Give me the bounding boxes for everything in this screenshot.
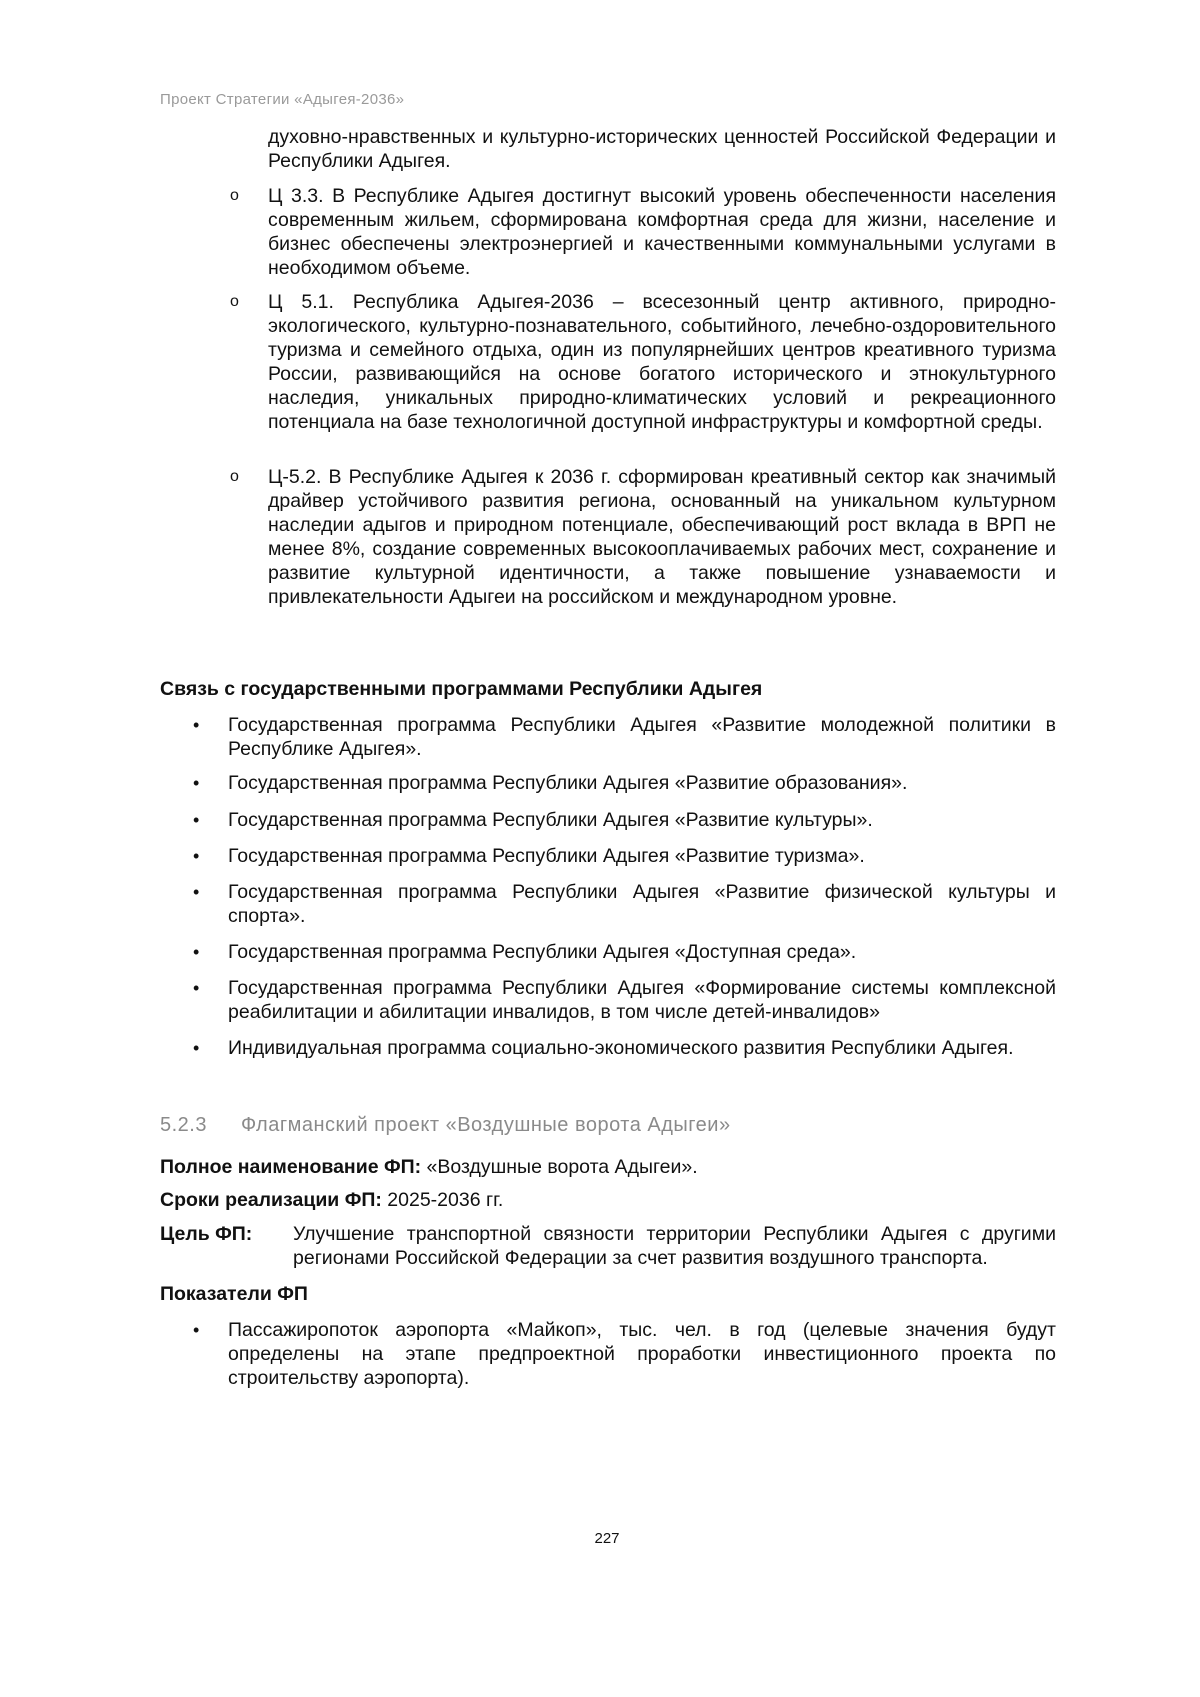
bullet-icon: • xyxy=(193,978,200,998)
goal-text: Ц 3.3. В Республике Адыгея достигнут высокий уровень обеспеченности населения современным жильем, сформирована комфортная среда для жизни, население и бизнес обеспечены электроэнергией и качественными коммунальными услугами в необходимом объеме. xyxy=(268,185,1056,279)
program-item xyxy=(193,940,1056,964)
indicator-item xyxy=(193,1318,1056,1390)
program-text: Государственная программа Республики Адыгея «Развитие культуры». xyxy=(228,809,873,831)
program-item xyxy=(193,976,1056,1024)
goal-label: Цель ФП: xyxy=(160,1223,253,1245)
bullet-icon: • xyxy=(193,882,200,902)
goal-text: Ц 5.1. Республика Адыгея-2036 – всесезонный центр активного, природно-экологического, культурно-познавательного, событийного, лечебно-оздоровительного туризма и семейного отдыха, один из популярнейших центров креативного туризма России, развивающийся на основе богатого исторического и этнокультурного наследия, уникальных природно-климатических условий и рекреационного потенциала на базе технологичной доступной инфраструктуры и комфортной среды. xyxy=(268,291,1056,433)
timeline-line xyxy=(160,1188,503,1212)
goal-text: Ц-5.2. В Республике Адыгея к 2036 г. сформирован креативный сектор как значимый драйвер устойчивого развития региона, основанный на уникальном культурном наследии адыгов и природном потенциале, обеспечивающий рост вклада в ВРП не менее 8%, создание современных высокооплачиваемых рабочих мест, сохранение и развитие культурной идентичности, а также повышение узнаваемости и привлекательности Адыгеи на российском и международном уровне. xyxy=(268,466,1056,608)
program-item xyxy=(193,880,1056,928)
program-text: Индивидуальная программа социально-экономического развития Республики Адыгея. xyxy=(228,1037,1014,1059)
program-item xyxy=(193,771,1056,795)
circle-bullet-icon: o xyxy=(230,468,239,485)
page-number: 227 xyxy=(594,1530,620,1547)
bullet-icon: • xyxy=(193,810,200,830)
full-name-line xyxy=(160,1155,698,1179)
running-header: Проект Стратегии «Адыгея-2036» xyxy=(160,91,405,108)
indicators-heading: Показатели ФП xyxy=(160,1283,308,1305)
timeline-value: 2025-2036 гг. xyxy=(387,1189,504,1211)
program-item xyxy=(193,808,1056,832)
goal-item xyxy=(230,465,1056,609)
bullet-icon: • xyxy=(193,1038,200,1058)
bullet-icon: • xyxy=(193,1320,200,1340)
goal-item xyxy=(230,290,1056,434)
program-item xyxy=(193,1036,1056,1060)
section-title: Флагманский проект «Воздушные ворота Адыгеи» xyxy=(240,1114,731,1136)
timeline-label: Сроки реализации ФП: xyxy=(160,1189,382,1211)
goal-value: Улучшение транспортной связности территории Республики Адыгея с другими регионами Российской Федерации за счет развития воздушного транспорта. xyxy=(293,1223,1056,1269)
program-item xyxy=(193,713,1056,761)
full-name-value: «Воздушные ворота Адыгеи». xyxy=(426,1156,698,1178)
section-number: 5.2.3 xyxy=(160,1114,207,1136)
program-item xyxy=(193,844,1056,868)
programs-heading: Связь с государственными программами Республики Адыгея xyxy=(160,678,763,700)
bullet-icon: • xyxy=(193,942,200,962)
bullet-icon: • xyxy=(193,715,200,735)
full-name-label: Полное наименование ФП: xyxy=(160,1156,422,1178)
program-text: Государственная программа Республики Адыгея «Доступная среда». xyxy=(228,941,857,963)
bullet-icon: • xyxy=(193,846,200,866)
circle-bullet-icon: o xyxy=(230,187,239,204)
indicator-text: Пассажиропоток аэропорта «Майкоп», тыс. чел. в год (целевые значения будут определены на этапе предпроектной проработки инвестиционного проекта по строительству аэропорта). xyxy=(228,1319,1056,1389)
continuation-paragraph: духовно-нравственных и культурно-исторических ценностей Российской Федерации и Республики Адыгея. xyxy=(268,126,1056,172)
goal-line xyxy=(160,1222,1056,1270)
program-text: Государственная программа Республики Адыгея «Развитие туризма». xyxy=(228,845,865,867)
program-text: Государственная программа Республики Адыгея «Развитие физической культуры и спорта». xyxy=(228,881,1056,927)
goal-item xyxy=(230,184,1056,280)
circle-bullet-icon: o xyxy=(230,293,239,310)
program-text: Государственная программа Республики Адыгея «Формирование системы комплексной реабилитации и абилитации инвалидов, в том числе детей-инвалидов» xyxy=(228,977,1056,1023)
program-text: Государственная программа Республики Адыгея «Развитие образования». xyxy=(228,772,908,794)
program-text: Государственная программа Республики Адыгея «Развитие молодежной политики в Республике Адыгея». xyxy=(228,714,1056,760)
section-heading xyxy=(160,1113,731,1137)
bullet-icon: • xyxy=(193,773,200,793)
